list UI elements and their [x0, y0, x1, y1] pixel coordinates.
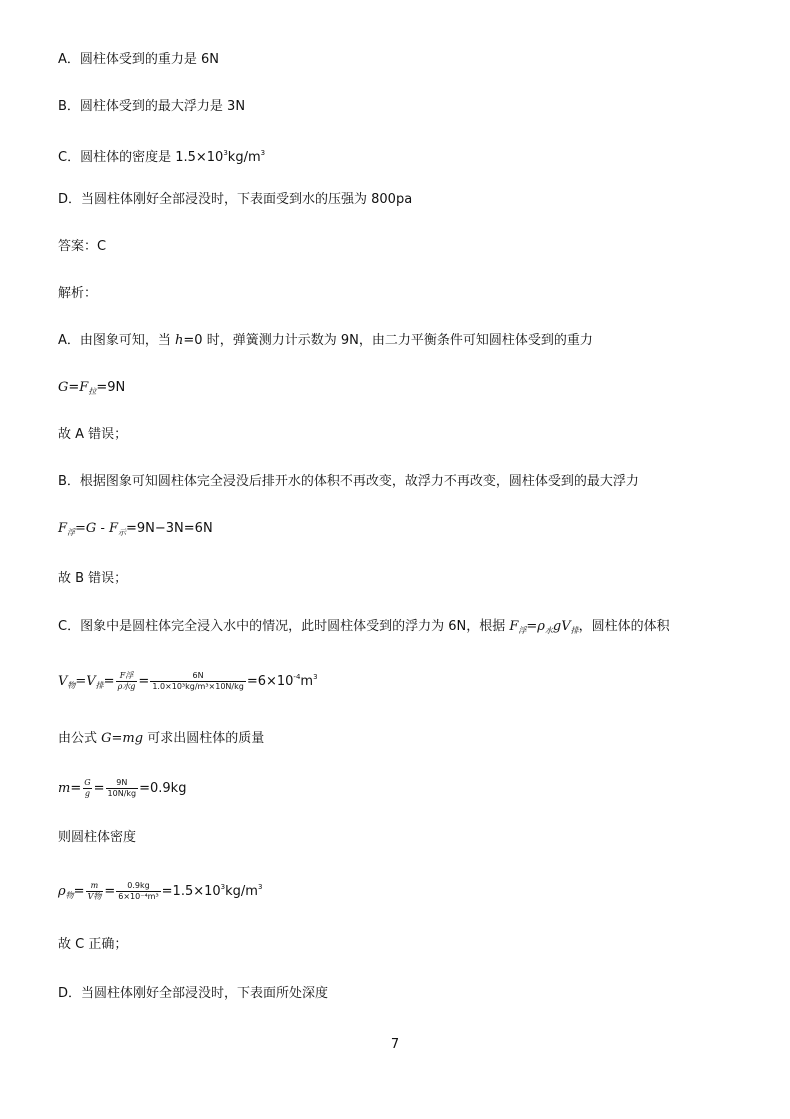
- var-rho: ρ: [58, 884, 66, 899]
- formula-volume: [58, 668, 318, 695]
- subscript-pai: 排: [95, 681, 104, 690]
- equals: =: [70, 781, 82, 796]
- analysis-a-text: [58, 332, 593, 350]
- density-exponent: 3: [220, 883, 226, 891]
- volume-exponent: -4: [293, 673, 301, 681]
- fraction-volume-calc: [150, 671, 246, 692]
- fraction-denominator: g: [84, 789, 90, 798]
- conclusion-b: 故 B 错误；: [58, 571, 128, 586]
- var-f: F: [509, 619, 519, 634]
- subscript-wu: 物: [67, 681, 76, 690]
- option-c-text: C．圆柱体的密度是 1.5×10: [58, 150, 224, 165]
- subscript-pai: 排: [570, 626, 579, 635]
- fraction-density-calc: [116, 881, 160, 902]
- formula-density: [58, 878, 262, 905]
- analysis-d-text: D．当圆柱体刚好全部浸没时，下表面所处深度: [58, 986, 329, 1001]
- fraction-numerator: 9N: [116, 778, 128, 787]
- buoyancy-value: =9N−3N=6N: [126, 521, 213, 536]
- fraction-denominator: ρ水g: [117, 682, 136, 691]
- option-b: B．圆柱体受到的最大浮力是 3N: [58, 99, 246, 114]
- mass-intro-suffix: 可求出圆柱体的质量: [143, 731, 265, 746]
- option-c-exponent: 3: [223, 149, 228, 157]
- density-intro: 则圆柱体密度: [58, 830, 137, 845]
- fraction-numerator: 0.9kg: [127, 881, 150, 890]
- density-unit: kg/m: [225, 884, 258, 899]
- var-gv: gV: [552, 619, 571, 634]
- option-a: A．圆柱体受到的重力是 6N: [58, 52, 220, 67]
- fraction-mass-calc: [106, 778, 139, 799]
- subscript-la: 拉: [88, 387, 97, 396]
- formula-buoyancy: [58, 520, 213, 542]
- option-d: D．当圆柱体刚好全部浸没时，下表面受到水的压强为 800pa: [58, 192, 413, 207]
- fraction-g-over-g: [82, 778, 92, 799]
- option-c-unit-exponent: 3: [260, 149, 266, 157]
- subscript-wu: 物: [65, 891, 74, 900]
- analysis-a-suffix: =0 时，弹簧测力计示数为 9N，由二力平衡条件可知圆柱体受到的重力: [183, 333, 593, 348]
- fraction-m-over-v: [86, 881, 104, 902]
- subscript-shui: 水: [544, 626, 553, 635]
- conclusion-c: 故 C 正确；: [58, 937, 128, 952]
- fraction-numerator: F浮: [119, 671, 134, 680]
- fraction-denominator: 6×10⁻⁴m³: [118, 892, 159, 901]
- var-f: F: [79, 380, 89, 395]
- analysis-a-prefix: A．由图象可知，当: [58, 333, 176, 348]
- fraction-denominator: 10N/kg: [107, 789, 137, 798]
- density-result: =1.5×10: [161, 884, 221, 899]
- formula-g-mg: G=mg: [101, 731, 144, 746]
- equals: =: [104, 884, 116, 899]
- fraction-f-over-rho-g: [116, 671, 138, 692]
- fraction-numerator: G: [84, 778, 91, 787]
- subscript-fu: 浮: [67, 528, 76, 537]
- equals: =: [73, 884, 85, 899]
- equals: =: [103, 674, 115, 689]
- analysis-b-text: B．根据图象可知圆柱体完全浸没后排开水的体积不再改变，故浮力不再改变，圆柱体受到的最大浮力: [58, 474, 639, 489]
- rho: =ρ: [526, 619, 545, 634]
- gravity-value: =9N: [96, 380, 126, 395]
- fraction-denominator: V物: [87, 892, 102, 901]
- var-f-buoyancy: F: [58, 521, 68, 536]
- answer: 答案：C: [58, 239, 107, 254]
- analysis-c-prefix: C．图象中是圆柱体完全浸入水中的情况，此时圆柱体受到的浮力为 6N，根据: [58, 619, 510, 634]
- analysis-heading: 解析：: [58, 286, 98, 301]
- volume-unit: m: [300, 674, 314, 689]
- mass-intro: [58, 730, 264, 748]
- mass-intro-prefix: 由公式: [58, 731, 102, 746]
- subscript-fu: 浮: [518, 626, 527, 635]
- var-g: G: [58, 380, 69, 395]
- page-number: 7: [390, 1037, 400, 1052]
- option-c-unit: kg/m: [227, 150, 261, 165]
- formula-middle: =G - F: [75, 521, 118, 536]
- volume-result: =6×10: [246, 674, 294, 689]
- equals: =: [138, 674, 150, 689]
- fraction-denominator: 1.0×10³kg/m³×10N/kg: [152, 682, 244, 691]
- formula-mass: [58, 778, 186, 799]
- var-v: V: [58, 674, 68, 689]
- fraction-numerator: 6N: [192, 671, 204, 680]
- option-c: [58, 144, 265, 167]
- density-unit-exponent: 3: [257, 883, 263, 891]
- var-m: m: [58, 781, 71, 796]
- equals-v: =V: [75, 674, 96, 689]
- analysis-c-text: [58, 618, 670, 640]
- equals: =: [68, 380, 80, 395]
- analysis-c-suffix: ，圆柱体的体积: [578, 619, 670, 634]
- conclusion-a: 故 A 错误；: [58, 427, 128, 442]
- mass-result: =0.9kg: [139, 781, 187, 796]
- equals: =: [93, 781, 105, 796]
- var-h: h: [175, 333, 184, 348]
- subscript-shi: 示: [118, 528, 126, 537]
- volume-unit-exponent: 3: [313, 673, 318, 681]
- formula-gravity: [58, 379, 125, 401]
- fraction-numerator: m: [90, 881, 99, 890]
